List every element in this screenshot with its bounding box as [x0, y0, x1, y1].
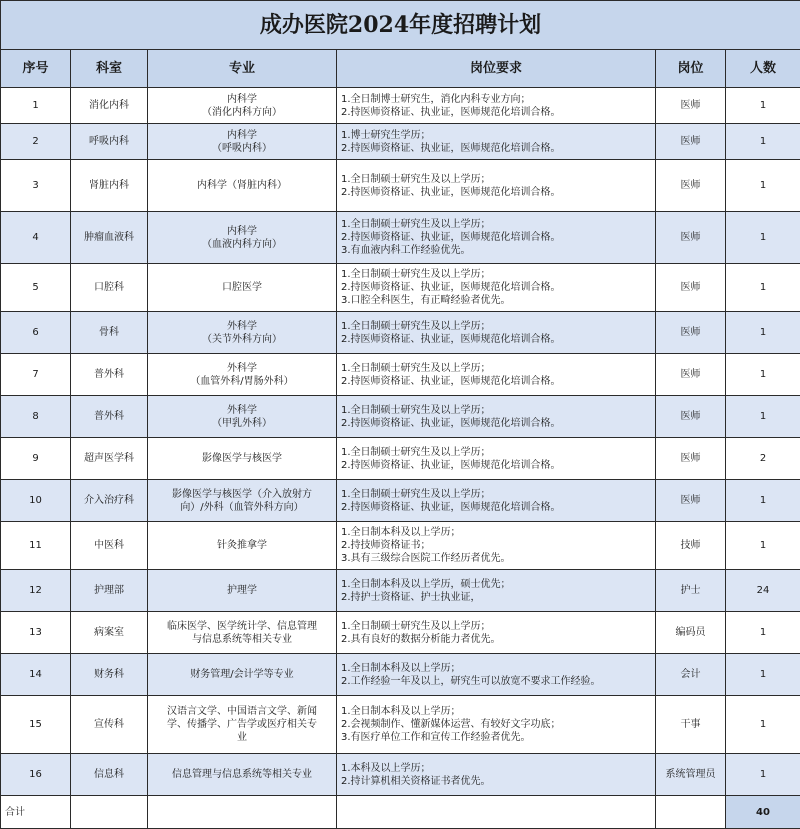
requirements	[337, 754, 656, 796]
requirement-line: 1.全日制本科及以上学历，硕士优先；	[341, 578, 653, 591]
requirement-line: 1.全日制硕士研究生及以上学历；	[341, 268, 653, 281]
total-empty-cell	[656, 796, 726, 829]
requirement-line: 2.持医师资格证、执业证，医师规范化培训合格。	[341, 106, 653, 119]
major	[148, 88, 337, 124]
row-number: 2	[1, 124, 71, 160]
table-row	[1, 354, 800, 396]
row-number: 11	[1, 522, 71, 570]
table-body	[1, 88, 800, 796]
header-row	[1, 50, 800, 88]
table-row	[1, 522, 800, 570]
requirements	[337, 396, 656, 438]
major-line: 内科学	[150, 129, 334, 142]
requirement-line: 2.持医师资格证、执业证，医师规范化培训合格。	[341, 333, 653, 346]
requirements	[337, 264, 656, 312]
header-dept: 科室	[71, 50, 148, 88]
requirement-line: 2.工作经验一年及以上，研究生可以放宽不要求工作经验。	[341, 675, 653, 688]
total-empty-cell	[71, 796, 148, 829]
requirements	[337, 570, 656, 612]
requirement-line: 1.全日制本科及以上学历；	[341, 526, 653, 539]
headcount: 1	[726, 264, 800, 312]
requirement-line: 1.全日制本科及以上学历；	[341, 662, 653, 675]
requirement-line: 2.持护士资格证、护士执业证，	[341, 591, 653, 604]
requirements	[337, 480, 656, 522]
major	[148, 124, 337, 160]
department: 普外科	[71, 396, 148, 438]
row-number: 6	[1, 312, 71, 354]
table-row	[1, 124, 800, 160]
requirement-line: 1.全日制本科及以上学历；	[341, 705, 653, 718]
department: 介入治疗科	[71, 480, 148, 522]
requirements	[337, 212, 656, 264]
department: 骨科	[71, 312, 148, 354]
requirement-line: 1.全日制硕士研究生及以上学历；	[341, 173, 653, 186]
post: 系统管理员	[656, 754, 726, 796]
requirement-line: 1.全日制硕士研究生及以上学历；	[341, 404, 653, 417]
post: 干事	[656, 696, 726, 754]
table-row	[1, 212, 800, 264]
post: 医师	[656, 354, 726, 396]
major-line: 业	[150, 731, 334, 744]
headcount: 1	[726, 160, 800, 212]
department: 中医科	[71, 522, 148, 570]
title-row	[1, 1, 800, 50]
major-line: 内科学（肾脏内科）	[150, 179, 334, 192]
table-row	[1, 88, 800, 124]
requirement-line: 1.全日制硕士研究生及以上学历；	[341, 488, 653, 501]
major	[148, 438, 337, 480]
header-count: 人数	[726, 50, 800, 88]
department: 肾脏内科	[71, 160, 148, 212]
major-line: 信息管理与信息系统等相关专业	[150, 768, 334, 781]
major	[148, 160, 337, 212]
total-row	[1, 796, 800, 829]
row-number: 9	[1, 438, 71, 480]
major-line: 内科学	[150, 225, 334, 238]
total-empty-cell	[337, 796, 656, 829]
requirement-line: 1.全日制硕士研究生及以上学历；	[341, 620, 653, 633]
requirement-line: 2.持医师资格证、执业证，医师规范化培训合格。	[341, 375, 653, 388]
post: 会计	[656, 654, 726, 696]
major-line: （关节外科方向）	[150, 333, 334, 346]
headcount: 1	[726, 124, 800, 160]
department: 宣传科	[71, 696, 148, 754]
headcount: 1	[726, 88, 800, 124]
requirement-line: 2.具有良好的数据分析能力者优先。	[341, 633, 653, 646]
requirement-line: 2.持医师资格证、执业证，医师规范化培训合格。	[341, 459, 653, 472]
row-number: 13	[1, 612, 71, 654]
header-major: 专业	[148, 50, 337, 88]
requirements	[337, 312, 656, 354]
requirement-line: 1.全日制硕士研究生及以上学历；	[341, 362, 653, 375]
major-line: 内科学	[150, 93, 334, 106]
requirement-line: 2.持医师资格证、执业证，医师规范化培训合格。	[341, 142, 653, 155]
major-line: 口腔医学	[150, 281, 334, 294]
requirement-line: 1.全日制硕士研究生及以上学历；	[341, 446, 653, 459]
department: 普外科	[71, 354, 148, 396]
major	[148, 654, 337, 696]
requirement-line: 2.持计算机相关资格证书者优先。	[341, 775, 653, 788]
requirement-line: 1.博士研究生学历；	[341, 129, 653, 142]
requirements	[337, 696, 656, 754]
department: 病案室	[71, 612, 148, 654]
department: 超声医学科	[71, 438, 148, 480]
headcount: 1	[726, 480, 800, 522]
major	[148, 754, 337, 796]
headcount: 1	[726, 312, 800, 354]
major	[148, 396, 337, 438]
post: 护士	[656, 570, 726, 612]
post: 医师	[656, 264, 726, 312]
major-line: 外科学	[150, 320, 334, 333]
table-row	[1, 480, 800, 522]
major	[148, 480, 337, 522]
table-row	[1, 396, 800, 438]
headcount: 1	[726, 396, 800, 438]
major-line: （血管外科/胃肠外科）	[150, 375, 334, 388]
major-line: 临床医学、医学统计学、信息管理	[150, 620, 334, 633]
headcount: 1	[726, 212, 800, 264]
headcount: 1	[726, 696, 800, 754]
row-number: 7	[1, 354, 71, 396]
total-label: 合计	[1, 796, 71, 829]
major	[148, 522, 337, 570]
major-line: 护理学	[150, 584, 334, 597]
requirements	[337, 88, 656, 124]
requirement-line: 2.持医师资格证、执业证，医师规范化培训合格。	[341, 417, 653, 430]
table-row	[1, 312, 800, 354]
row-number: 8	[1, 396, 71, 438]
post: 医师	[656, 312, 726, 354]
requirement-line: 2.持技师资格证书；	[341, 539, 653, 552]
requirement-line: 3.具有三级综合医院工作经历者优先。	[341, 552, 653, 565]
major-line: （血液内科方向）	[150, 238, 334, 251]
headcount: 1	[726, 354, 800, 396]
row-number: 14	[1, 654, 71, 696]
header-no: 序号	[1, 50, 71, 88]
total-empty-cell	[148, 796, 337, 829]
requirement-line: 2.会视频制作、懂新媒体运营、有较好文字功底；	[341, 718, 653, 731]
headcount: 1	[726, 754, 800, 796]
requirements	[337, 438, 656, 480]
post: 医师	[656, 124, 726, 160]
requirement-line: 1.全日制硕士研究生及以上学历；	[341, 320, 653, 333]
headcount: 24	[726, 570, 800, 612]
table-row	[1, 570, 800, 612]
requirements	[337, 654, 656, 696]
major-line: （消化内科方向）	[150, 106, 334, 119]
major-line: 汉语言文学、中国语言文学、新闻	[150, 705, 334, 718]
headcount: 1	[726, 654, 800, 696]
department: 呼吸内科	[71, 124, 148, 160]
major	[148, 696, 337, 754]
requirement-line: 1.全日制博士研究生，消化内科专业方向；	[341, 93, 653, 106]
requirements	[337, 522, 656, 570]
table-row	[1, 612, 800, 654]
requirement-line: 3.口腔全科医生，有正畸经验者优先。	[341, 294, 653, 307]
department: 消化内科	[71, 88, 148, 124]
row-number: 3	[1, 160, 71, 212]
major	[148, 354, 337, 396]
major	[148, 612, 337, 654]
requirements	[337, 354, 656, 396]
post: 医师	[656, 160, 726, 212]
header-requirements: 岗位要求	[337, 50, 656, 88]
row-number: 10	[1, 480, 71, 522]
requirement-line: 2.持医师资格证、执业证，医师规范化培训合格。	[341, 231, 653, 244]
department: 肿瘤血液科	[71, 212, 148, 264]
post: 技师	[656, 522, 726, 570]
post: 医师	[656, 480, 726, 522]
row-number: 12	[1, 570, 71, 612]
post: 编码员	[656, 612, 726, 654]
major-line: （呼吸内科）	[150, 142, 334, 155]
row-number: 16	[1, 754, 71, 796]
major-line: 向）/外科（血管外科方向）	[150, 501, 334, 514]
requirement-line: 2.持医师资格证、执业证，医师规范化培训合格。	[341, 501, 653, 514]
table-row	[1, 264, 800, 312]
requirement-line: 2.持医师资格证、执业证，医师规范化培训合格。	[341, 186, 653, 199]
headcount: 1	[726, 612, 800, 654]
major-line: 外科学	[150, 404, 334, 417]
major	[148, 212, 337, 264]
major	[148, 570, 337, 612]
page-title: 成办医院2024年度招聘计划	[1, 1, 800, 50]
post: 医师	[656, 438, 726, 480]
department: 护理部	[71, 570, 148, 612]
total-count: 40	[726, 796, 800, 829]
requirement-line: 1.本科及以上学历；	[341, 762, 653, 775]
table-row	[1, 160, 800, 212]
requirements	[337, 124, 656, 160]
major-line: 与信息系统等相关专业	[150, 633, 334, 646]
headcount: 2	[726, 438, 800, 480]
requirement-line: 2.持医师资格证、执业证，医师规范化培训合格。	[341, 281, 653, 294]
major-line: 影像医学与核医学	[150, 452, 334, 465]
major-line: （甲乳外科）	[150, 417, 334, 430]
header-post: 岗位	[656, 50, 726, 88]
row-number: 5	[1, 264, 71, 312]
table-row	[1, 754, 800, 796]
department: 财务科	[71, 654, 148, 696]
requirements	[337, 612, 656, 654]
major-line: 学、传播学、广告学或医疗相关专	[150, 718, 334, 731]
major-line: 影像医学与核医学（介入放射方	[150, 488, 334, 501]
requirements	[337, 160, 656, 212]
row-number: 1	[1, 88, 71, 124]
post: 医师	[656, 396, 726, 438]
department: 信息科	[71, 754, 148, 796]
row-number: 4	[1, 212, 71, 264]
requirement-line: 1.全日制硕士研究生及以上学历；	[341, 218, 653, 231]
row-number: 15	[1, 696, 71, 754]
major	[148, 264, 337, 312]
table-row	[1, 654, 800, 696]
major-line: 针灸推拿学	[150, 539, 334, 552]
table-row	[1, 438, 800, 480]
major-line: 财务管理/会计学等专业	[150, 668, 334, 681]
major	[148, 312, 337, 354]
table-row	[1, 696, 800, 754]
department: 口腔科	[71, 264, 148, 312]
post: 医师	[656, 212, 726, 264]
requirement-line: 3.有医疗单位工作和宣传工作经验者优先。	[341, 731, 653, 744]
major-line: 外科学	[150, 362, 334, 375]
requirement-line: 3.有血液内科工作经验优先。	[341, 244, 653, 257]
headcount: 1	[726, 522, 800, 570]
post: 医师	[656, 88, 726, 124]
